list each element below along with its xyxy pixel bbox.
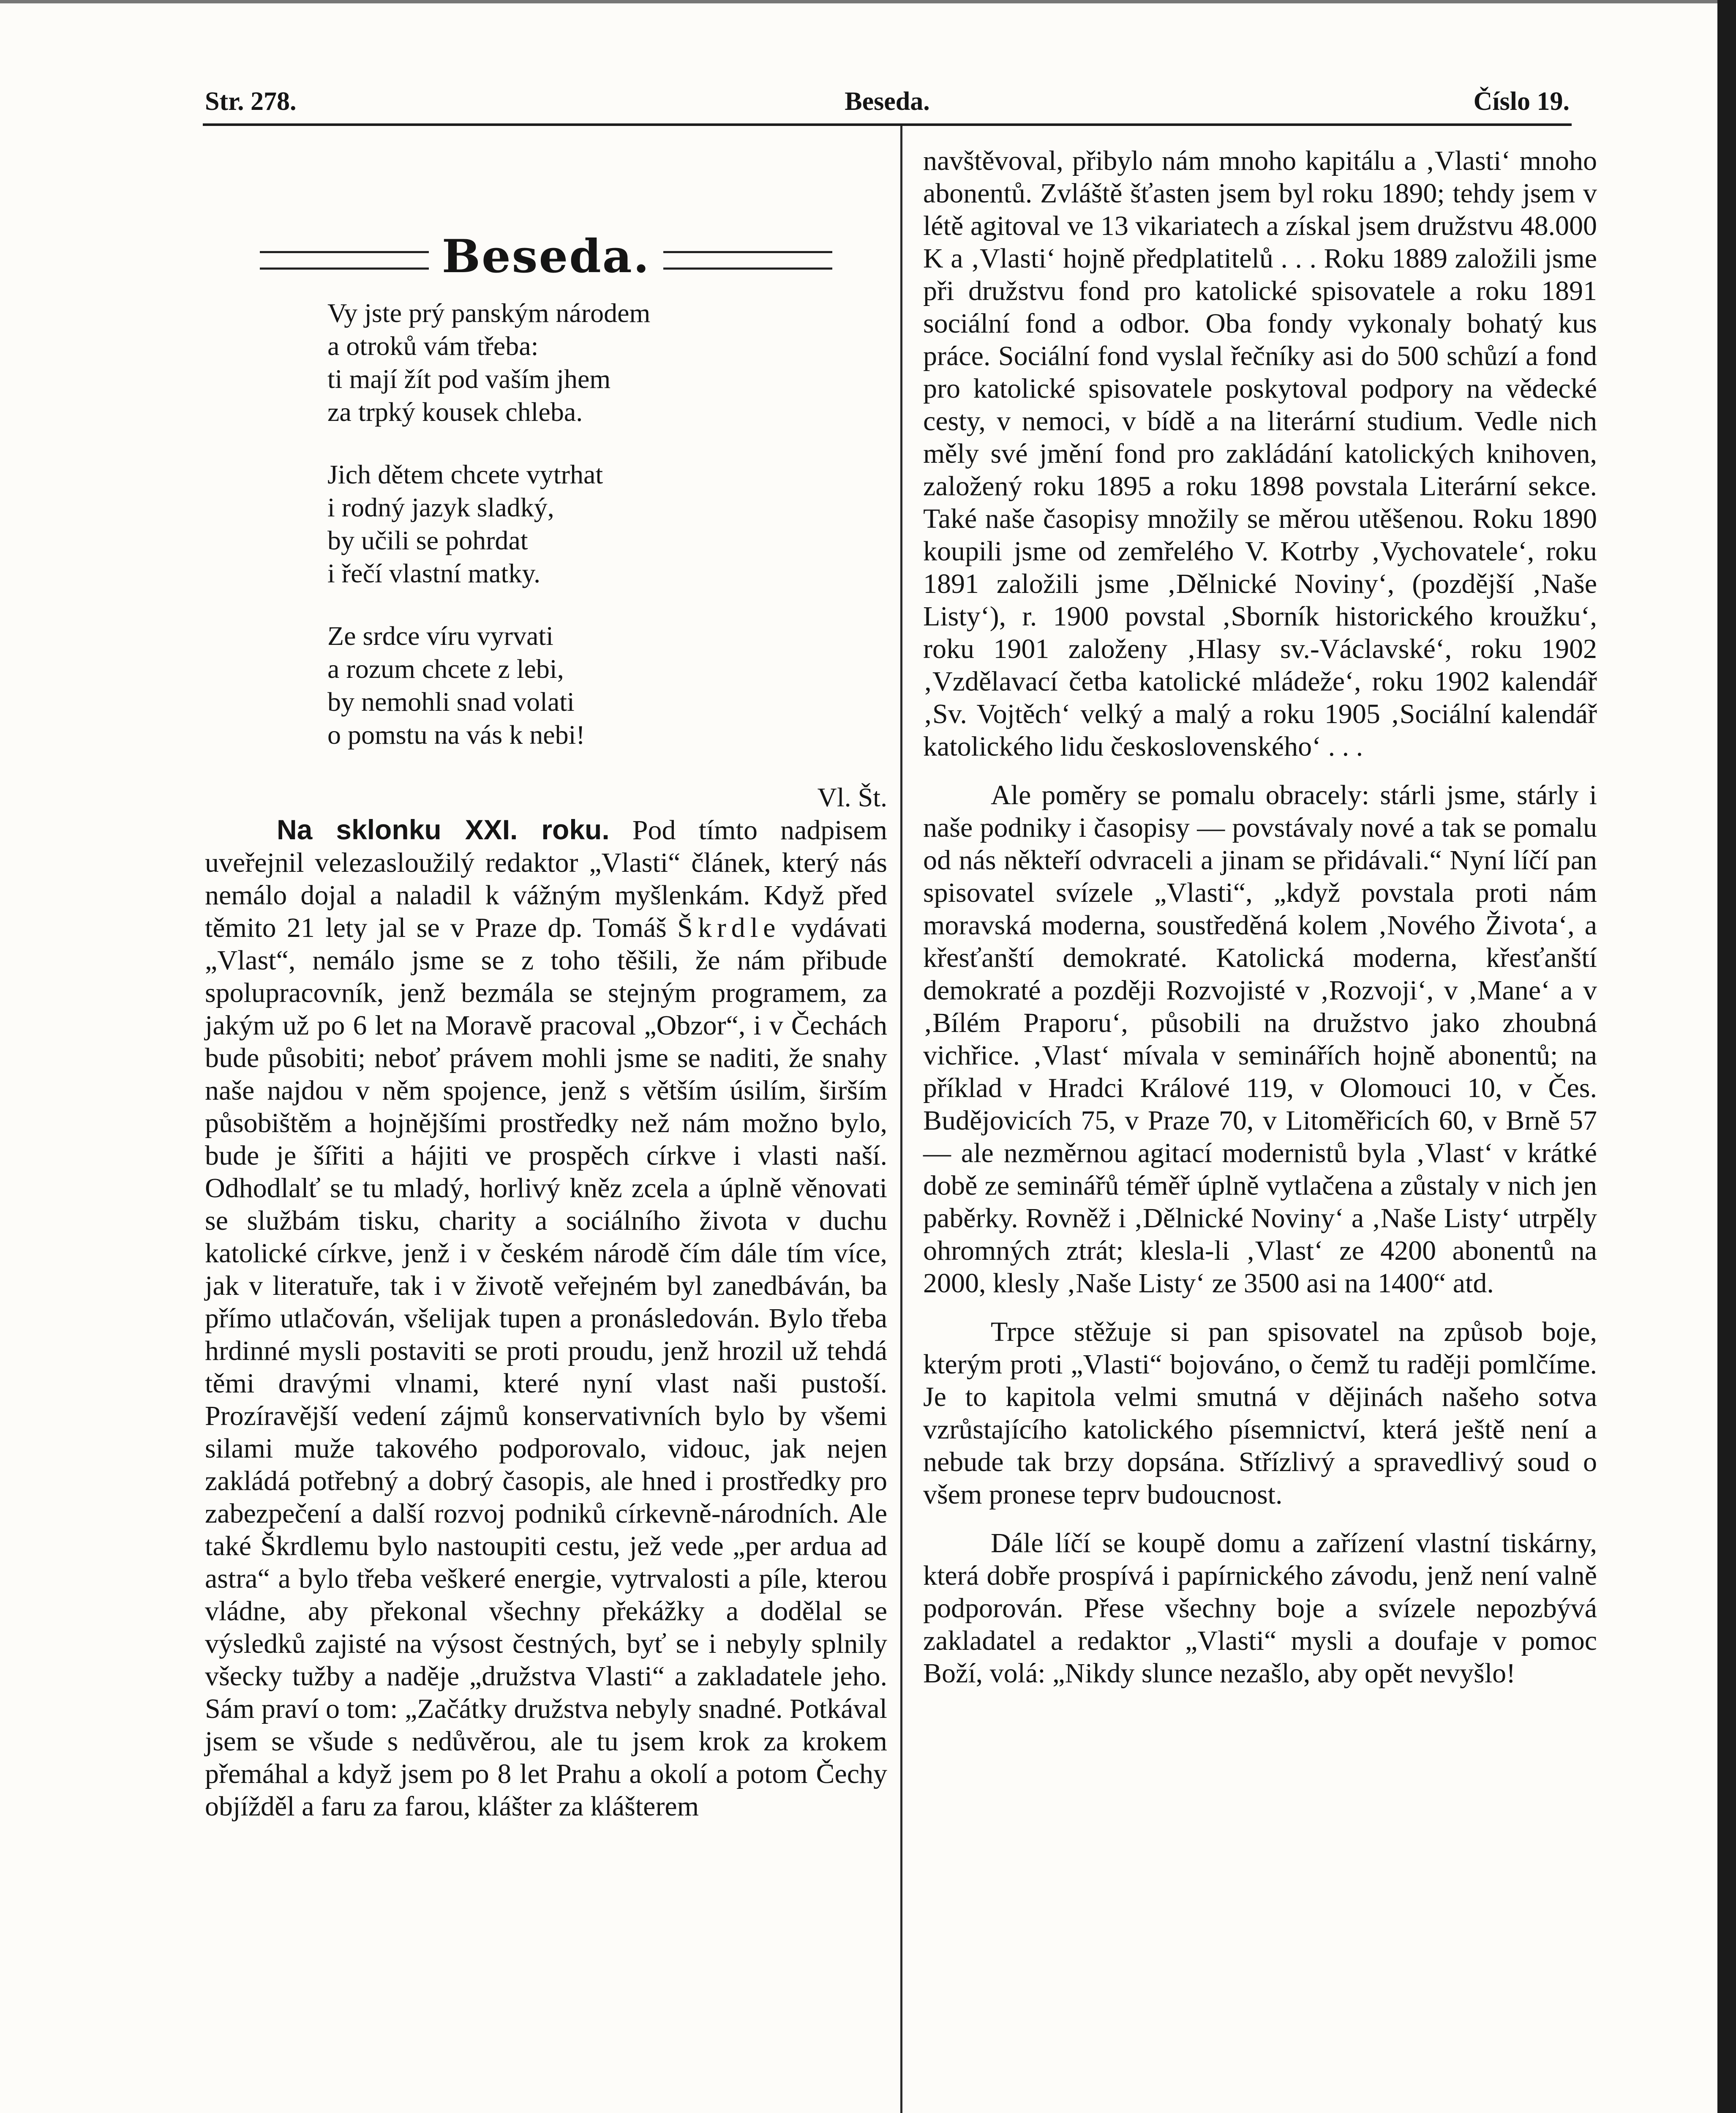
scan-top-edge [0,0,1736,3]
section-title: Beseda. [441,230,651,283]
article-text: vydávati „Vlast“, nemálo jsme se z toho těšili, že nám přibude spolupracovník, jenž bezmála se stejným programem, za jakým už po 6 let na Moravě pracoval „Obzor“, i v Čechách bude působiti; neboť právem mohli jsme se naditi, že snahy naše najdou v něm spojence, jenž s větším úsilím, širším působištěm a hojnějšími prostředky než nám možno bylo, bude je šířiti a hájiti ve prospěch církve i vlasti naší. Odhodlalť se tu mladý, horlivý kněz zcela a úplně věnovati se službám tisku, charity a sociálního života v duchu katolické církve, jenž i v českém národě čím dále tím více, jak v literatuře, tak i v životě veřejném byl zanedbáván, ba přímo utlačován, všelijak tupen a pronásledován. Bylo třeba hrdinné mysli postaviti se proti proudu, jenž hrozil už tehdá těmi dravými vlnami, které nyní vlast naši pustoší. Prozíravější vedení zájmů konservativních bylo by všemi silami muže takového podporovalo, vidouc, jak nejen zakládá potřebný a dobrý časopis, ale hned i prostředky pro zabezpečení a další rozvoj podniků církevně-národních. Ale také Škrdlemu bylo nastoupiti cestu, jež vede „per ardua ad astra“ a bylo třeba veškeré energie, vytrvalosti a píle, kterou vládne, aby překonal všechny překážky a dodělal se výsledků zajisté na výsost čestných, byť se i nebyly splnily všecky tužby a naděje „družstva Vlasti“ a zakladatele jeho. Sám praví o tom: „Začátky družstva nebyly snadné. Potkával jsem se všude s nedůvěrou, ale tu jsem krok za krokem přemáhal a když jsem po 8 let Prahu a okolí a potom Čechy objížděl a faru za farou, klášter za klášterem [205,912,888,1822]
poem-line: Jich dětem chcete vytrhat [327,459,603,489]
article-paragraph-1 [205,814,887,1823]
poem-line: a otroků vám třeba: [327,331,539,361]
poem-line: i řečí vlastní matky. [327,558,541,588]
section-heading [205,216,887,297]
header-title: Beseda. [845,87,930,116]
heading-rule-right [663,251,832,270]
article-text: Pod tímto nadpisem uveřejnil velezasloužilý redaktor „Vlasti“ článek, který nás nemálo dojal a naladil k vážným myšlenkám. Když před těmito 21 lety jal se v Praze dp. Tomáš [205,815,888,943]
poem-line: by nemohli snad volati [327,687,575,717]
right-column [923,145,1597,1690]
poem-line: za trpký kousek chleba. [327,397,583,427]
scan-right-edge [1717,0,1736,2113]
article-lead: Na sklonku XXI. roku. [277,814,610,845]
issue-number: Číslo 19. [1473,87,1570,116]
column-divider [900,126,902,2113]
poem-line: o pomstu na vás k nebi! [327,720,585,750]
poem-stanza-3 [327,620,887,751]
page-number: Str. 278. [205,87,297,116]
poem-stanza-1 [327,297,887,429]
running-header [205,87,1570,129]
poem-stanza-2 [327,458,887,590]
article-paragraph-4: Dále líčí se koupě domu a zařízení vlastní tiskárny, která dobře prospívá i papírnického závodu, jenž není valně podporován. Přese všechny boje a svízele nepozbývá zakladatel a redaktor „Vlasti“ mysli a doufaje v pomoc Boží, volá: „Nikdy slunce nezašlo, aby opět nevyšlo! [923,1528,1597,1689]
poem-line: by učili se pohrdat [327,525,528,555]
article-paragraph-1-continued: navštěvoval, přibylo nám mnoho kapitálu a ‚Vlasti‘ mnoho abonentů. Zvláště šťasten jsem byl roku 1890; tehdy jsem v létě agitoval ve 13 vikariatech a získal jsem družstvu 48.000 K a ‚Vlasti‘ hojně předplatitelů . . . Roku 1889 založili jsme při družstvu fond pro katolické spisovatele a roku 1891 sociální fond a odbor. Oba fondy vykonaly bohatý kus práce. Sociální fond vyslal řečníky asi do 500 schůzí a fond pro katolické spisovatele poskytoval podpory na vědecké cesty, v nemoci, v bídě a na literární studium. Vedle nich měly své jmění fond pro zakládání katolických knihoven, založený roku 1895 a roku 1898 povstala Literární sekce. Také naše časopisy množily se měrou utěšenou. Roku 1890 koupili jsme od zemřelého V. Kotrby ‚Vychovatele‘, roku 1891 založili jsme ‚Dělnické Noviny‘, (pozdější ‚Naše Listy‘), r. 1900 povstal ‚Sborník historického kroužku‘, roku 1901 založeny ‚Hlasy sv.-Václavské‘, roku 1902 ‚Vzdělavací četba katolické mládeže‘, roku 1902 kalendář ‚Sv. Vojtěch‘ velký a malý a roku 1905 ‚Sociální kalendář katolického lidu československého‘ . . . [923,145,1597,762]
poem-line: Vy jste prý panským národem [327,298,651,328]
article-paragraph-2: Ale poměry se pomalu obracely: stárli jsme, stárly i naše podniky i časopisy — povstávaly nové a tak se pomalu od nás někteří odvraceli a jinam se přidávali.“ Nyní líčí pan spisovatel svízele „Vlasti“, „když povstala proti nám moravská moderna, soustředěná kolem ‚Nového Života‘, a křesťanští demokraté. Katolická moderna, křesťanští demokraté a později Rozvojisté v ‚Rozvoji‘, v ‚Mane‘ a v ‚Bílém Praporu‘, působili na družstvo jako zhoubná vichřice. ‚Vlast‘ mívala v seminářích hojně abonentů; na příklad v Hradci Králové 119, v Olomouci 10, v Čes. Budějovicích 75, v Praze 70, v Litoměřicích 60, v Brně 57 — ale nezměrnou agitací modernistů byla ‚Vlast‘ v krátké době ze seminářů téměř úplně vytlačena a zůstaly v nich jen paběrky. Rovněž i ‚Dělnické Noviny‘ a ‚Naše Listy‘ utrpěly ohromných ztrát; klesla-li ‚Vlast‘ ze 4200 abonentů na 2000, klesly ‚Naše Listy‘ ze 3500 asi na 1400“ atd. [923,780,1597,1299]
poem [327,297,887,751]
poem-signature: Vl. Št. [817,782,887,812]
poem-line: i rodný jazyk sladký, [327,492,554,522]
left-column [205,145,887,1823]
person-name: Škrdle [677,912,781,943]
article-paragraph-3: Trpce stěžuje si pan spisovatel na způsob boje, kterým proti „Vlasti“ bojováno, o čemž tu raději pomlčíme. Je to kapitola velmi smutná v dějinách našeho sotva vzrůstajícího katolického písemnictví, která ještě není a nebude tak brzy dopsána. Střízlivý a spravedlivý soud o všem pronese teprv budoucnost. [923,1316,1597,1510]
poem-line: ti mají žít pod vaším jhem [327,364,611,394]
poem-line: a rozum chcete z lebi, [327,654,564,684]
header-rule [203,123,1572,126]
poem-line: Ze srdce víru vyrvati [327,621,553,651]
